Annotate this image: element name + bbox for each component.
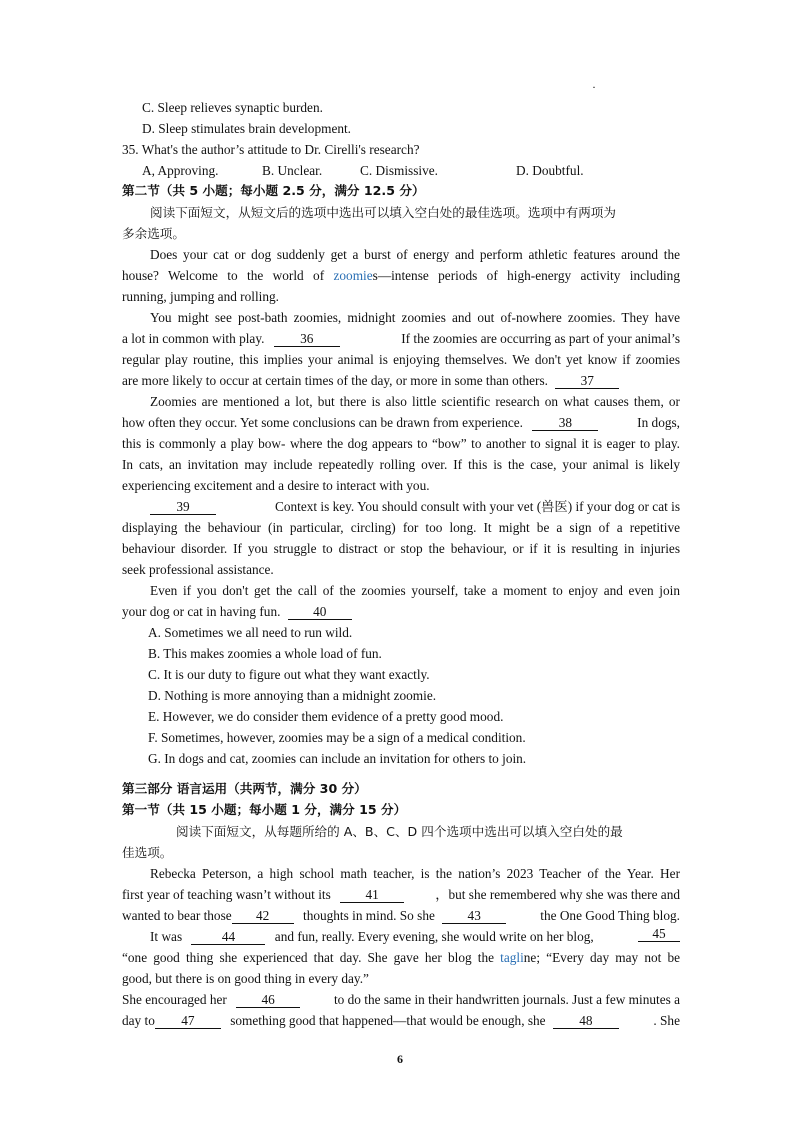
p2-line-2: a lot in common with play. 36 If the zoomies are occurring as part of your animal’s (122, 331, 680, 346)
blank-38[interactable]: 38 (532, 416, 598, 431)
p1-line-3: running, jumping and rolling. (122, 289, 279, 304)
p3-line-1: Zoomies are mentioned a lot, but there is also little scientific research on what causes them, or (150, 394, 680, 409)
q35-option-b: B. Unclear. (262, 163, 323, 178)
q34-option-c: C. Sleep relieves synaptic burden. (142, 100, 323, 115)
choice-d: D. Nothing is more annoying than a midnight zoomie. (148, 688, 437, 703)
p3-line-4: In cats, an invitation may include repeatedly rolling over. If this is the case, your animal is likely (122, 457, 680, 472)
p4-line-2: displaying the behaviour (in particular, circling) for too long. It might be a sign of a repetitive (122, 520, 680, 535)
choice-c: C. It is our duty to figure out what they want exactly. (148, 667, 430, 682)
choice-e: E. However, we do consider them evidence of a pretty good mood. (148, 709, 504, 724)
blank-45[interactable]: 45 (638, 927, 680, 942)
blank-47[interactable]: 47 (155, 1014, 221, 1029)
p5-line-2: your dog or cat in having fun. 40 (122, 602, 680, 622)
blank-36[interactable]: 36 (274, 332, 340, 347)
part3-line-8: day to 47 something good that happened—that would be enough, she 48 . She (122, 1013, 680, 1028)
p4-line-1: 39 Context is key. You should consult with your vet (兽医) if your dog or cat is (150, 497, 680, 517)
section2-instruction-1: 阅读下面短文，从短文后的选项中选出可以填入空白处的最佳选项。选项中有两项为 (150, 205, 616, 220)
p3-line-2: how often they occur. Yet some conclusions can be drawn from experience. 38 In dogs, (122, 415, 680, 430)
p1-line-1: Does your cat or dog suddenly get a burst of energy and perform athletic features around the (150, 247, 680, 262)
part3-line-3: wanted to bear those 42 thoughts in mind. So she 43 the One Good Thing blog. (122, 908, 680, 923)
part3-line-7: She encouraged her 46 to do the same in their handwritten journals. Just a few minutes a (122, 992, 680, 1007)
choice-g: G. In dogs and cat, zoomies can include an invitation for others to join. (148, 751, 527, 766)
q35-option-c: C. Dismissive. (360, 163, 438, 178)
choice-f: F. Sometimes, however, zoomies may be a sign of a medical condition. (148, 730, 526, 745)
blank-42[interactable]: 42 (232, 909, 294, 924)
section2-heading: 第二节（共 5 小题；每小题 2.5 分，满分 12.5 分） (122, 183, 425, 198)
choice-b: B. This makes zoomies a whole load of fun. (148, 646, 382, 661)
blank-40[interactable]: 40 (288, 605, 352, 620)
q35-option-d: D. Doubtful. (516, 163, 584, 178)
q34-option-d: D. Sleep stimulates brain development. (142, 121, 352, 136)
tagline-link[interactable]: tagli (500, 950, 524, 965)
blank-41[interactable]: 41 (340, 888, 404, 903)
blank-48[interactable]: 48 (553, 1014, 619, 1029)
blank-43[interactable]: 43 (442, 909, 506, 924)
blank-46[interactable]: 46 (236, 993, 300, 1008)
blank-44[interactable]: 44 (191, 930, 265, 945)
p3-line-3: this is commonly a play bow- where the dog appears to “bow” to another to signal it is eager to play. (122, 436, 680, 451)
zoomies-link[interactable]: zoomie (333, 268, 373, 283)
part3-line-2: first year of teaching wasn’t without its 41 ，but she remembered why she was there and (122, 887, 680, 902)
q35-option-a: A, Approving. (142, 163, 219, 178)
p1-line-2: house? Welcome to the world of zoomies—intense periods of high-energy activity including (122, 268, 680, 283)
p2-line-3: regular play routine, this implies your animal is enjoying themselves. We don't yet know if zoomies (122, 352, 680, 367)
page-number: 6 (397, 1052, 403, 1066)
blank-37[interactable]: 37 (555, 374, 619, 389)
p5-line-1: Even if you don't get the call of the zoomies yourself, take a moment to enjoy and even join (150, 583, 680, 598)
p2-line-1: You might see post-bath zoomies, midnight zoomies and out of-nowhere zoomies. They have (150, 310, 680, 325)
p4-line-4: seek professional assistance. (122, 562, 274, 577)
p4-line-3: behaviour disorder. If you struggle to distract or stop the behaviour, or if it is resulting in injuries (122, 541, 680, 556)
section2-instruction-2: 多余选项。 (122, 226, 185, 241)
part3-subheading: 第一节（共 15 小题；每小题 1 分，满分 15 分） (122, 802, 407, 817)
corner-dot: · (592, 80, 596, 94)
choice-a: A. Sometimes we all need to run wild. (148, 625, 353, 640)
blank-39[interactable]: 39 (150, 500, 216, 515)
part3-line-6: good, but there is on good thing in every day.” (122, 971, 369, 986)
part3-heading: 第三部分 语言运用（共两节，满分 30 分） (122, 781, 367, 796)
part3-instruction-1: 阅读下面短文，从每题所给的 A、B、C、D 四个选项中选出可以填入空白处的最 (176, 824, 623, 839)
part3-line-4: It was 44 and fun, really. Every evening, she would write on her blog, 45 (150, 927, 680, 947)
part3-instruction-2: 佳选项。 (122, 845, 173, 860)
part3-line-5: “one good thing she experienced that day. She gave her blog the tagline; “Every day may not be (122, 950, 680, 965)
part3-line-1: Rebecka Peterson, a high school math teacher, is the nation’s 2023 Teacher of the Year. Her (150, 866, 680, 881)
p2-line-4: are more likely to occur at certain times of the day, or more in some than others. 37 (122, 371, 680, 391)
p3-line-5: experiencing excitement and a desire to interact with you. (122, 478, 430, 493)
q35-stem: 35. What's the author’s attitude to Dr. Cirelli's research? (122, 142, 420, 157)
